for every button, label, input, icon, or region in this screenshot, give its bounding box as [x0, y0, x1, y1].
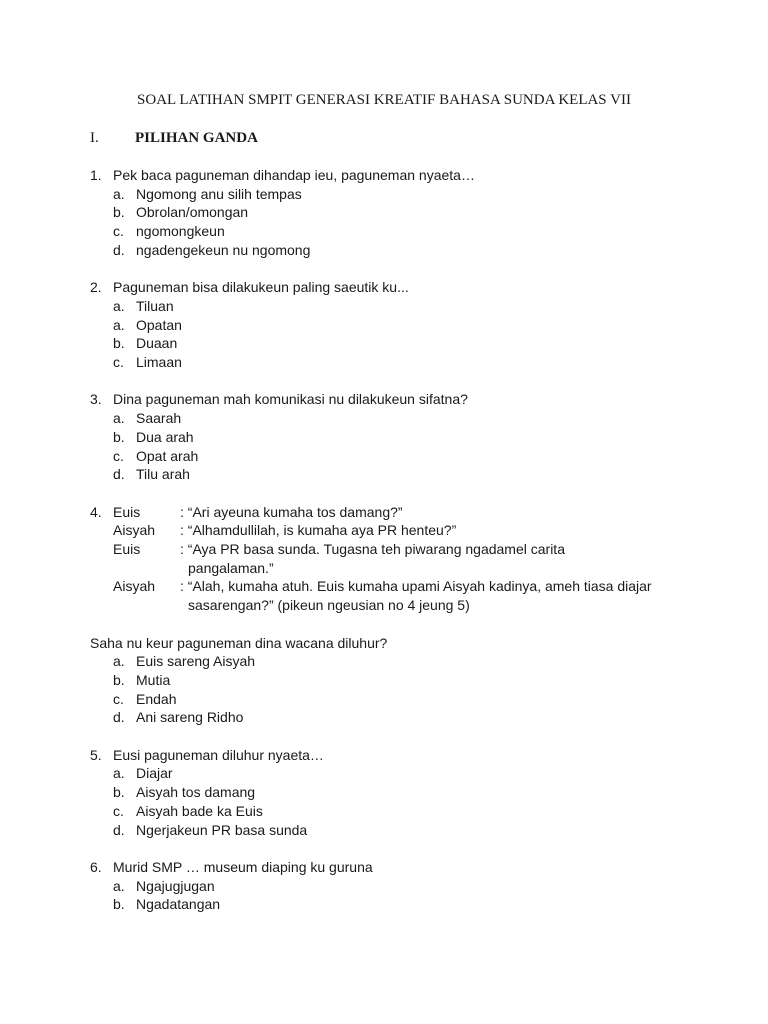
- option: [90, 316, 710, 335]
- option: [90, 203, 710, 222]
- option-letter: b.: [113, 671, 125, 688]
- option-text: Tiluan: [136, 297, 174, 314]
- section-number: I.: [90, 130, 99, 146]
- question-number: 5.: [90, 746, 102, 763]
- option-letter: d.: [113, 466, 125, 483]
- option-text: Ngajugjugan: [136, 877, 215, 894]
- question-number: 3.: [90, 391, 102, 408]
- option: [90, 671, 710, 690]
- option: [90, 222, 710, 241]
- option-text: Ngadatangan: [136, 896, 221, 913]
- option: [90, 241, 710, 260]
- option-text: Saarah: [136, 410, 182, 427]
- option-text: Opat arah: [136, 447, 199, 464]
- option: [90, 465, 710, 484]
- option-letter: c.: [113, 223, 124, 240]
- question-1: [90, 166, 710, 260]
- section-heading: [90, 130, 258, 147]
- option: [90, 821, 710, 840]
- option: [90, 802, 710, 821]
- dialog-speaker: Aisyah: [113, 578, 156, 595]
- question-text: Pek baca paguneman dihandap ieu, paguneman nyaeta…: [113, 167, 475, 183]
- question-4: [90, 503, 710, 727]
- section-title: PILIHAN GANDA: [135, 130, 258, 146]
- question-list: [90, 166, 710, 914]
- dialog-text: : “Aya PR basa sunda. Tugasna teh piwarang ngadamel carita pangalaman.”: [180, 541, 565, 576]
- option: [90, 297, 710, 316]
- option: [90, 708, 710, 727]
- option-letter: a.: [113, 877, 125, 894]
- option-text: Aisyah bade ka Euis: [136, 802, 263, 819]
- option: [90, 447, 710, 466]
- question-number: 4.: [90, 503, 102, 520]
- option-letter: b.: [113, 784, 125, 801]
- option-text: Ngerjakeun PR basa sunda: [136, 821, 308, 838]
- option: [90, 895, 710, 914]
- question-text: Eusi paguneman diluhur nyaeta…: [113, 746, 324, 763]
- option-text: Obrolan/omongan: [136, 204, 249, 221]
- option-letter: d.: [113, 709, 125, 726]
- dialog-text: : “Ari ayeuna kumaha tos damang?”: [180, 503, 403, 520]
- option-letter: a.: [113, 185, 125, 202]
- dialog-line: [90, 521, 710, 540]
- option-text: Dua arah: [136, 428, 194, 445]
- question-6: [90, 858, 710, 914]
- question-text: Saha nu keur paguneman dina wacana diluhur?: [90, 634, 388, 651]
- option-text: Duaan: [136, 335, 178, 352]
- option-letter: b.: [113, 204, 125, 221]
- option-text: Endah: [136, 690, 177, 707]
- option: [90, 409, 710, 428]
- option-letter: a.: [113, 316, 125, 333]
- question-5-stem: [90, 746, 710, 765]
- option: [90, 783, 710, 802]
- question-text: Paguneman bisa dilakukeun paling saeutik ku...: [113, 279, 409, 296]
- question-1-stem: [90, 166, 710, 185]
- question-number: 2.: [90, 279, 102, 296]
- dialog-text: : “Alah, kumaha atuh. Euis kumaha upami Aisyah kadinya, ameh tiasa diajar sasarengan?” (pikeun ngeusian no 4 jeung 5): [180, 578, 652, 614]
- question-text: Dina paguneman mah komunikasi nu dilakukeun sifatna?: [113, 391, 468, 408]
- option-text: Tilu arah: [136, 466, 190, 483]
- question-5: [90, 746, 710, 840]
- option-letter: a.: [113, 653, 125, 670]
- option-letter: a.: [113, 765, 125, 782]
- option-text: Ani sareng Ridho: [136, 709, 244, 726]
- option-text: Euis sareng Aisyah: [136, 653, 256, 670]
- question-6-stem: [90, 858, 710, 877]
- option-text: ngadengekeun nu ngomong: [136, 241, 311, 258]
- option-letter: b.: [113, 428, 125, 445]
- option-letter: d.: [113, 241, 125, 258]
- option-text: Mutia: [136, 671, 171, 688]
- option-letter: c.: [113, 690, 124, 707]
- option: [90, 428, 710, 447]
- question-3: [90, 390, 710, 484]
- question-text: Murid SMP … museum diaping ku guruna: [113, 858, 373, 875]
- dialog-line: [90, 540, 710, 577]
- dialog-speaker: Aisyah: [113, 522, 156, 539]
- option-letter: a.: [113, 410, 125, 427]
- option-text: ngomongkeun: [136, 223, 225, 240]
- option: [90, 764, 710, 783]
- question-number: 1.: [90, 167, 102, 183]
- option-text: Ngomong anu silih tempas: [136, 185, 302, 202]
- question-2-stem: [90, 278, 710, 297]
- dialog-line: [90, 503, 710, 522]
- option-letter: a.: [113, 297, 125, 314]
- dialog-speaker: Euis: [113, 541, 141, 558]
- option-letter: c.: [113, 802, 124, 819]
- option-text: Limaan: [136, 354, 182, 371]
- option: [90, 690, 710, 709]
- option: [90, 334, 710, 353]
- option: [90, 652, 710, 671]
- dialog-speaker: Euis: [113, 503, 141, 520]
- option-text: Opatan: [136, 316, 182, 333]
- option-letter: b.: [113, 896, 125, 913]
- question-3-stem: [90, 390, 710, 409]
- option-text: Aisyah tos damang: [136, 784, 256, 801]
- option: [90, 877, 710, 896]
- option-letter: b.: [113, 335, 125, 352]
- option-letter: c.: [113, 447, 124, 464]
- question-number: 6.: [90, 858, 102, 875]
- option-letter: d.: [113, 821, 125, 838]
- option-letter: c.: [113, 354, 124, 371]
- document-title: SOAL LATIHAN SMPIT GENERASI KREATIF BAHASA SUNDA KELAS VII: [137, 92, 631, 108]
- dialog-line: [90, 577, 710, 614]
- option-text: Diajar: [136, 765, 173, 782]
- option: [90, 185, 710, 204]
- dialog-text: : “Alhamdullilah, is kumaha aya PR henteu?”: [180, 522, 457, 539]
- option: [90, 353, 710, 372]
- question-2: [90, 278, 710, 372]
